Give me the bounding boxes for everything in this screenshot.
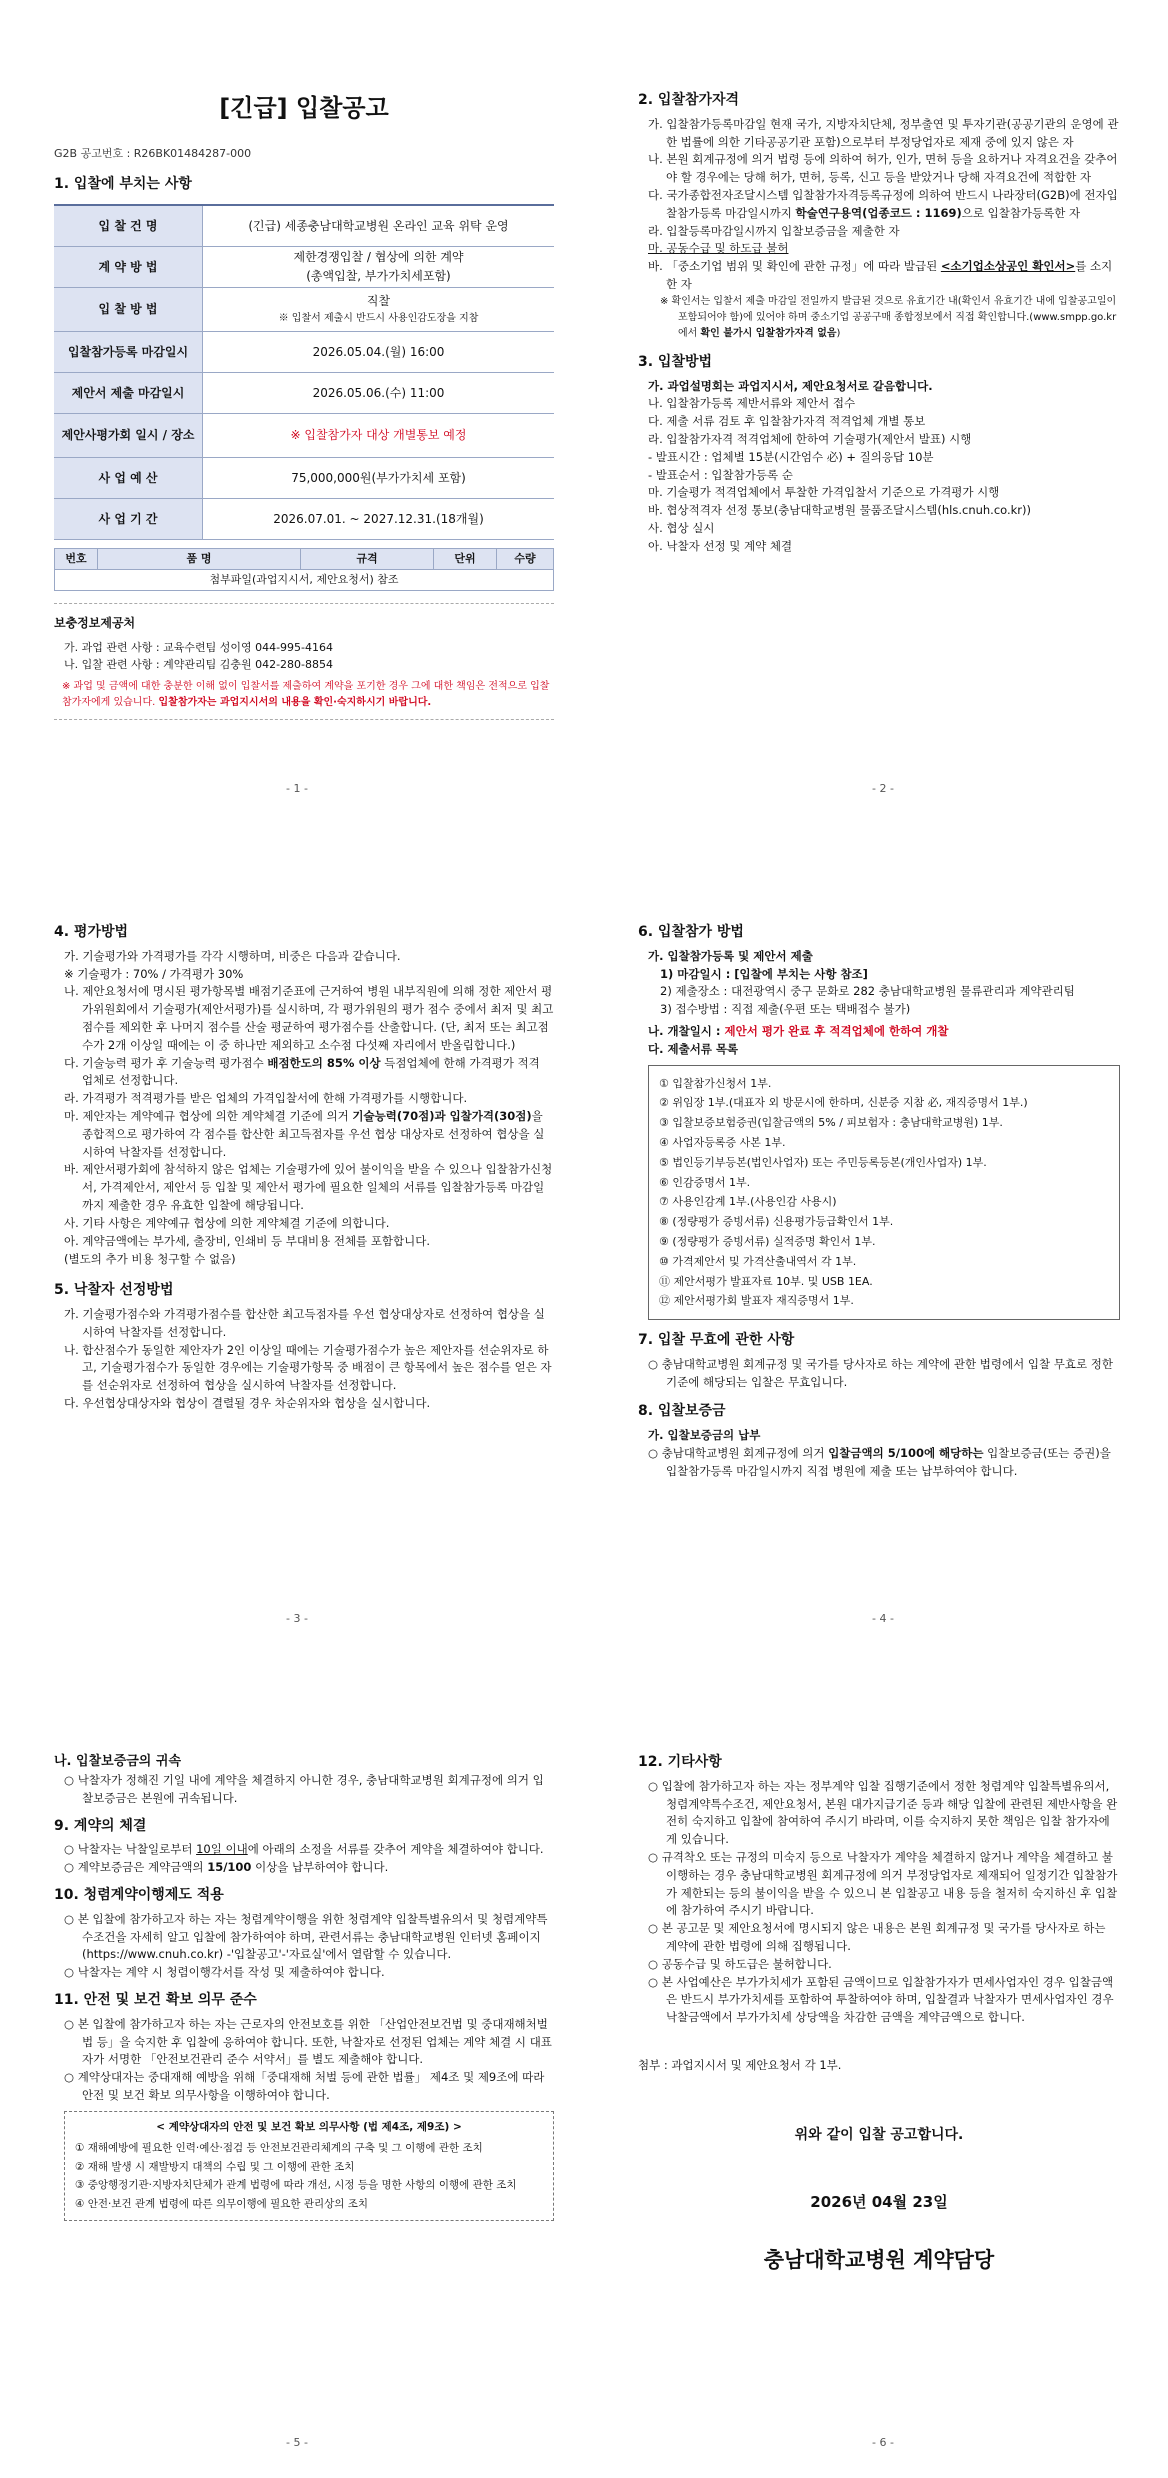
contact-line: 나. 입찰 관련 사항 : 계약관리팀 김충원 042-280-8854 (64, 657, 333, 671)
list-item: ⑫ 제안서평가회 발표자 재직증명서 1부. (659, 1294, 854, 1308)
list-item: ○ 입찰에 참가하고자 하는 자는 정부계약 입찰 집행기준에서 정한 청렴계약 입찰특별유의서, 청렴계약특수조건, 제안요청서, 본원 대가지급기준 등과 해당 입찰에 관련된 제반사항을 완전히 숙지하고 입찰에 참여하여 주시기 바라며, 이를 숙지하지 못한 책임은 입찰 참가자에게 있습니다. (648, 1778, 1118, 1847)
subsection-title: 나. 입찰보증금의 귀속 (54, 1754, 182, 1769)
list-item: 아. 계약금액에는 부가세, 출장비, 인쇄비 등 부대비용 전체를 포함합니다. (64, 1233, 431, 1248)
page-number: - 4 - (872, 1612, 894, 1625)
bold-text: 배점한도의 85% 이상 (267, 1055, 381, 1070)
list-item: 가. 입찰보증금의 납부 (648, 1428, 761, 1443)
col-header: 번호 (55, 548, 98, 569)
table-row (54, 457, 554, 498)
list-item: 사. 기타 사항은 계약예규 협상에 의한 계약체결 기준에 의합니다. (64, 1215, 390, 1230)
text: ○ 계약보증금은 계약금액의 (64, 1860, 208, 1875)
list-item (54, 1055, 554, 1091)
attachment-line: 첨부 : 과업지시서 및 제안요청서 각 1부. (638, 2058, 842, 2073)
table-row (54, 372, 554, 413)
list-item: ② 위임장 1부.(대표자 외 방문시에 한하며, 신분증 지참 必, 재직증명서 1부.) (659, 1096, 1028, 1110)
section-5-title: 5. 낙찰자 선정방법 (54, 1282, 174, 1299)
list-item: 3) 접수방법 : 직접 제출(우편 또는 택배접수 불가) (660, 1002, 911, 1017)
list-item: 2) 제출장소 : 대전광역시 중구 문화로 282 충남대학교병원 물류관리과 계약관리팀 (660, 984, 1075, 999)
page-3 (54, 922, 554, 1413)
warning-emphasis: 입찰참가자는 과업지시서의 내용을 확인·숙지하시기 바랍니다. (158, 696, 432, 708)
list-item: ① 재해예방에 필요한 인력·예산·점검 등 안전보건관리체계의 구축 및 그 이행에 관한 조치 (75, 2141, 483, 2154)
list-item (638, 187, 1120, 223)
list-item: 라. 입찰등록마감일시까지 입찰보증금을 제출한 자 (648, 223, 900, 238)
table-row (55, 569, 554, 590)
text: 이상을 납부하여야 합니다. (251, 1860, 389, 1875)
list-item (54, 1108, 554, 1161)
text: 입찰보증금(또는 증권)을 입찰참가등록 마감일시까지 직접 병원에 제출 또는 납부하여야 합니다. (666, 1445, 1111, 1478)
section-4-title: 4. 평가방법 (54, 924, 129, 940)
list-item: ② 재해 발생 시 재발방지 대책의 수립 및 그 이행에 관한 조치 (75, 2160, 355, 2173)
page-number: - 3 - (286, 1612, 308, 1625)
list-item (638, 1445, 1120, 1481)
underlined-text: 10일 이내 (196, 1842, 248, 1857)
section-1-title: 1. 입찰에 부치는 사항 (54, 176, 192, 193)
page-title: [긴급] 입찰공고 (219, 94, 389, 122)
row-value: 2026.05.06.(수) 11:00 (203, 372, 555, 413)
list-item: 가. 입찰참가등록마감일 현재 국가, 지방자치단체, 정부출연 및 투자기관(공공기관의 운영에 관한 법률에 의한 기타공공기관 포함)으로부터 부정당업자로 제재 중에 있지 않은 자 (648, 116, 1119, 149)
row-value: (긴급) 세종충남대학교병원 온라인 교육 위탁 운영 (203, 205, 555, 247)
list-item: 가. 과업설명회는 과업지시서, 제안요청서로 갈음합니다. (648, 378, 933, 393)
list-item: ○ 낙찰자가 정해진 기일 내에 계약을 체결하지 아니한 경우, 충남대학교병원 회계규정에 의거 입찰보증금은 본원에 귀속됩니다. (64, 1773, 544, 1805)
list-item: ③ 중앙행정기관·지방자치단체가 관계 법령에 따라 개선, 시정 등을 명한 사항의 이행에 관한 조치 (75, 2179, 517, 2192)
list-item: (별도의 추가 비용 청구할 수 없음) (64, 1251, 236, 1266)
safety-duties-box (64, 2111, 554, 2221)
list-item: ○ 충남대학교병원 회계규정 및 국가를 당사자로 하는 계약에 관한 법령에서 입찰 무효로 정한 기준에 해당되는 입찰은 무효입니다. (648, 1356, 1113, 1389)
row-key: 계 약 방 법 (54, 246, 203, 287)
list-item: ⑨ (정량평가 증빙서류) 실적증명 확인서 1부. (659, 1234, 876, 1248)
section-6-title: 6. 입찰참가 방법 (638, 924, 744, 940)
list-item: 1) 마감일시 : [입찰에 부치는 사항 참조] (660, 966, 868, 981)
bid-info-table (54, 204, 554, 540)
list-item: ⑤ 법인등기부등본(법인사업자) 또는 주민등록등본(개인사업자) 1부. (659, 1155, 987, 1169)
section-9-title: 9. 계약의 체결 (54, 1817, 147, 1834)
page-number: - 2 - (872, 782, 894, 795)
attachment-note: 첨부파일(과업지시서, 제안요청서) 참조 (55, 569, 554, 590)
list-item (638, 258, 1120, 294)
table-row (54, 498, 554, 539)
warning-text (54, 679, 554, 720)
list-item: ○ 계약상대자는 중대재해 예방을 위해「중대재해 처벌 등에 관한 법률」 제4조 및 제9조에 따라 안전 및 보건 확보 의무사항을 이행하여야 합니다. (64, 2070, 545, 2102)
text: 다. 기술능력 평가 후 기술능력 평가점수 (64, 1055, 268, 1070)
row-value: 2026.05.04.(월) 16:00 (203, 331, 555, 372)
page-5 (54, 1752, 554, 2221)
table-row (54, 246, 554, 287)
list-item: 나. 제안요청서에 명시된 평가항목별 배점기준표에 근거하여 병원 내부직원에 의해 정한 제안서 평가위원회에서 기술평가(제안서평가)를 실시하며, 각 평가위원의 평가 점수 중에서 최저 및 최고점수를 제외한 후 나머지 점수를 산술 평균하여 평가점수를 산출합니다. (단, 최저 또는 최고점수가 2개 이상일 때에는 이 중 하나만 제외하고 소수점 다섯째 자리에서 반올림합니다.) (64, 984, 554, 1052)
list-item: ⑥ 인감증명서 1부. (659, 1175, 751, 1189)
note-text (638, 294, 1120, 342)
text: 으로 입찰참가등록한 자 (961, 205, 1081, 220)
col-header: 단위 (434, 548, 497, 569)
row-value-line: 직찰 (366, 294, 391, 309)
list-item: 가. 기술평가점수와 가격평가점수를 합산한 최고득점자를 우선 협상대상자로 선정하여 협상을 실시하여 낙찰자를 선정합니다. (64, 1307, 545, 1339)
list-item: ○ 본 사업예산은 부가가치세가 포함된 금액이므로 입찰참가자가 면세사업자인 경우 입찰금액은 반드시 부가가치세를 포함하여 투찰하여야 하며, 입찰결과 낙찰자가 면세사업자인 경우 낙찰금액에서 부가가치세 상당액을 차감한 금액을 계약금액으로 합니다. (648, 1974, 1114, 2025)
list-item: ④ 안전·보건 관계 법령에 따른 의무이행에 필요한 관리상의 조치 (75, 2198, 369, 2211)
items-table (54, 548, 554, 591)
row-key: 제안사평가회 일시 / 장소 (54, 413, 203, 457)
announcement-date: 2026년 04월 23일 (810, 2192, 948, 2211)
row-value (203, 287, 555, 331)
notice-number: G2B 공고번호 : R26BK01484287-000 (54, 147, 252, 161)
list-item: 아. 낙찰자 선정 및 계약 체결 (648, 538, 793, 553)
row-value: ※ 입찰참가자 대상 개별통보 예정 (203, 413, 555, 457)
list-item: - 발표순서 : 입찰참가등록 순 (648, 467, 793, 482)
section-11-title: 11. 안전 및 보건 확보 의무 준수 (54, 1992, 257, 2009)
section-7-title: 7. 입찰 무효에 관한 사항 (638, 1332, 795, 1349)
row-key: 입찰참가등록 마감일시 (54, 331, 203, 372)
list-item: 바. 제안서평가회에 참석하지 않은 업체는 기술평가에 있어 불이익을 받을 수 있으나 입찰참가신청서, 가격제안서, 제안서 등 입찰 및 제안서 평가에 필요한 일체의 서류를 입찰참가등록 마감일까지 제출한 경우 유효한 입찰에 해당됩니다. (64, 1162, 553, 1213)
list-item: ○ 규격착오 또는 규정의 미숙지 등으로 낙찰자가 계약을 체결하지 않거나 계약을 체결하고 불이행하는 경우 충남대학교병원 회계규정에 의거 부정당업자로 제재되어 일정기간 입찰참가가 제한되는 등의 불이익을 받을 수 있으니 본 입찰공고 내용 등을 철저히 숙지하신 후 입찰에 참가하여 주시기 바랍니다. (648, 1849, 1118, 1918)
text: 에 아래의 소정을 서류를 갖추어 계약을 체결하여야 합니다. (247, 1842, 544, 1857)
col-header: 규격 (301, 548, 434, 569)
contact-title: 보충정보제공처 (54, 615, 136, 630)
documents-list-box (648, 1065, 1120, 1321)
page-4 (638, 922, 1120, 1481)
list-item: ⑩ 가격제안서 및 가격산출내역서 각 1부. (659, 1254, 857, 1268)
text: ○ 충남대학교병원 회계규정에 의거 (648, 1445, 829, 1460)
text: ) (836, 327, 841, 339)
list-item: ① 입찰참가신청서 1부. (659, 1076, 772, 1090)
list-item (54, 1859, 554, 1877)
section-2-title: 2. 입찰참가자격 (638, 92, 740, 108)
list-item: ⑦ 사용인감계 1부.(사용인감 사용시) (659, 1195, 837, 1209)
table-row (54, 331, 554, 372)
bold-text: 학술연구용역(업종코드 : 1169) (795, 205, 962, 220)
row-value-note: ※ 입찰서 제출시 반드시 사용인감도장을 지참 (278, 312, 479, 324)
section-8-title: 8. 입찰보증금 (638, 1403, 726, 1420)
list-item: ⑧ (정량평가 증빙서류) 신용평가등급확인서 1부. (659, 1215, 894, 1229)
text: ○ 낙찰자는 낙찰일로부터 (64, 1842, 197, 1857)
list-item: 사. 협상 실시 (648, 521, 715, 535)
organization-name: 충남대학교병원 계약담당 (763, 2247, 995, 2272)
list-item: ○ 낙찰자는 계약 시 청렴이행각서를 작성 및 제출하여야 합니다. (64, 1965, 385, 1980)
list-item: 나. 합산점수가 동일한 제안자가 2인 이상일 때에는 기술평가점수가 높은 제안자를 선순위자로 하고, 기술평가점수가 동일한 경우에는 기술평가항목 중 배점이 큰 항목에서 높은 점수를 얻은 자를 선순위자로 선정하여 협상을 실시하여 낙찰자를 선정합니다. (64, 1342, 552, 1393)
list-item: 나. 본원 회계규정에 의거 법령 등에 의하여 허가, 인가, 면허 등을 요하거나 자격요건을 갖추어야 할 경우에는 당해 허가, 면허, 등록, 신고 등을 받았거나 당해 자격요건에 적합한 자 (648, 152, 1118, 185)
page-2 (638, 90, 1120, 556)
list-item: ⑪ 제안서평가 발표자료 10부. 및 USB 1EA. (659, 1274, 873, 1288)
table-row (54, 287, 554, 331)
box-title: < 계약상대자의 안전 및 보건 확보 의무사항 (법 제4조, 제9조) > (156, 2120, 462, 2133)
row-value: 2026.07.01. ~ 2027.12.31.(18개월) (203, 498, 555, 539)
table-row (54, 413, 554, 457)
row-key: 입 찰 건 명 (54, 205, 203, 247)
row-value: 75,000,000원(부가가치세 포함) (203, 457, 555, 498)
page-number: - 1 - (286, 782, 308, 795)
table-header-row (55, 548, 554, 569)
list-item (54, 1841, 554, 1859)
list-item: 가. 입찰참가등록 및 제안서 제출 (648, 948, 813, 963)
text: 마. 제안자는 계약예규 협상에 의한 계약체결 기준에 의거 (64, 1109, 353, 1123)
bold-text: 확인 불가시 입찰참가자격 없음 (700, 327, 837, 339)
page-number: - 5 - (286, 2436, 308, 2449)
table-row (54, 205, 554, 247)
warning-main: ※ 과업 및 금액에 대한 충분한 이해 없이 입찰서를 제출하여 계약을 포기한 경우 그에 대한 책임은 전적으로 입찰참가자에게 있습니다. (62, 680, 550, 708)
row-key: 입 찰 방 법 (54, 287, 203, 331)
bold-text: <소기업소상공인 확인서> (940, 259, 1076, 274)
list-item: 마. 공동수급 및 하도급 불허 (648, 241, 789, 256)
bold-text: 기술능력(70점)과 입찰가격(30점) (352, 1109, 532, 1123)
text: ※ 확인서는 입찰서 제출 마감일 전일까지 발급된 것으로 유효기간 내(확인서 유효기간 내에 입찰공고일이 포함되어야 함)에 있어야 하며 중소기업 공공구매 종합정보에서 직접 확인합니다.(www.smpp.go.kr에서 (660, 295, 1117, 339)
page-6 (638, 1752, 1120, 2276)
list-item: ③ 입찰보증보험증권(입찰금액의 5% / 피보험자 : 충남대학교병원) 1부. (659, 1116, 1003, 1130)
text: 를 소지한 자 (666, 259, 1113, 291)
text: 나. 개찰일시 : (648, 1023, 725, 1038)
list-item (638, 1023, 1120, 1041)
list-item: 다. 우선협상대상자와 협상이 결렬될 경우 차순위자와 협상을 실시합니다. (64, 1396, 431, 1411)
list-item: 라. 입찰참가자격 적격업체에 한하여 기술평가(제안서 발표) 시행 (648, 431, 972, 446)
row-value-line: 제한경쟁입찰 / 협상에 의한 계약 (293, 250, 464, 265)
section-10-title: 10. 청렴계약이행제도 적용 (54, 1887, 224, 1904)
page-number: - 6 - (872, 2436, 894, 2449)
list-item: ○ 공동수급 및 하도급은 불허합니다. (648, 1956, 832, 1971)
page-1 (54, 90, 554, 720)
list-item: 나. 입찰참가등록 제반서류와 제안서 접수 (648, 396, 856, 411)
list-item: ○ 본 입찰에 참가하고자 하는 자는 청렴계약이행을 위한 청렴계약 입찰특별유의서 및 청렴계약특수조건을 자세히 알고 입찰에 참가하여야 하며, 관련서류는 충남대학교병원 인터넷 홈페이지(https://www.cnuh.co.kr) -'입찰공고'-'자료실'에서 열람할 수 있습니다. (64, 1911, 548, 1962)
row-key: 제안서 제출 마감일시 (54, 372, 203, 413)
text: 바. 「중소기업 범위 및 확인에 관한 규정」에 따라 발급된 (648, 259, 941, 274)
list-item: 바. 협상적격자 선정 통보(충남대학교병원 물품조달시스템(hls.cnuh.co.kr)) (648, 503, 1032, 518)
closing-text: 위와 같이 입찰 공고합니다. (794, 2126, 964, 2143)
row-value-line: (총액입찰, 부가가치세포함) (306, 268, 451, 283)
row-key: 사 업 기 간 (54, 498, 203, 539)
col-header: 품 명 (98, 548, 301, 569)
bold-text: 15/100 (207, 1860, 252, 1875)
text: 을 종합적으로 평가하여 각 점수를 합산한 최고득점자를 우선 협상 대상자로 선정하여 협상을 실시하여 낙찰자를 선정합니다. (82, 1109, 545, 1159)
list-item: 가. 기술평가와 가격평가를 각각 시행하며, 비중은 다음과 같습니다. (64, 948, 401, 963)
list-item: 다. 제출 서류 검토 후 입찰참가자격 적격업체 개별 통보 (648, 414, 926, 429)
list-item: ※ 기술평가 : 70% / 가격평가 30% (64, 966, 244, 981)
text: 다. 국가종합전자조달시스템 입찰참가자격등록규정에 의하여 반드시 나라장터(G2B)에 전자입찰참가등록 마감일시까지 (648, 187, 1118, 220)
red-text: 제안서 평가 완료 후 적격업체에 한하여 개찰 (724, 1023, 949, 1038)
section-12-title: 12. 기타사항 (638, 1754, 722, 1770)
list-item: - 발표시간 : 업체별 15분(시간엄수 必) + 질의응답 10분 (648, 449, 934, 464)
list-item: 라. 가격평가 적격평가를 받은 업체의 가격입찰서에 한해 가격평가를 시행합니다. (64, 1091, 468, 1106)
list-item: ④ 사업자등록증 사본 1부. (659, 1135, 786, 1149)
contact-line: 가. 과업 관련 사항 : 교육수련팀 성이영 044-995-4164 (64, 640, 333, 654)
list-item: ○ 본 입찰에 참가하고자 하는 자는 근로자의 안전보호를 위한 「산업안전보건법 및 중대재해처벌법 등」을 숙지한 후 입찰에 응하여야 합니다. 또한, 낙찰자로 선정된 업체는 계약 체결 시 대표자가 서명한 「안전보건관리 준수 서약서」를 별도 제출해야 합니다. (64, 2016, 552, 2067)
list-item: ○ 본 공고문 및 제안요청서에 명시되지 않은 내용은 본원 회계규정 및 국가를 당사자로 하는 계약에 관한 법령에 의해 집행됩니다. (648, 1921, 1106, 1953)
col-header: 수량 (497, 548, 554, 569)
list-item: 다. 제출서류 목록 (648, 1041, 739, 1056)
list-item: 마. 기술평가 적격업체에서 투찰한 가격입찰서 기준으로 가격평가 시행 (648, 485, 1000, 500)
text: 득점업체에 한해 가격평가 적격 업체로 선정합니다. (82, 1055, 540, 1088)
row-key: 사 업 예 산 (54, 457, 203, 498)
section-3-title: 3. 입찰방법 (638, 353, 713, 370)
contact-block (54, 603, 554, 720)
bold-text: 입찰금액의 5/100에 해당하는 (828, 1445, 984, 1460)
row-value (203, 246, 555, 287)
